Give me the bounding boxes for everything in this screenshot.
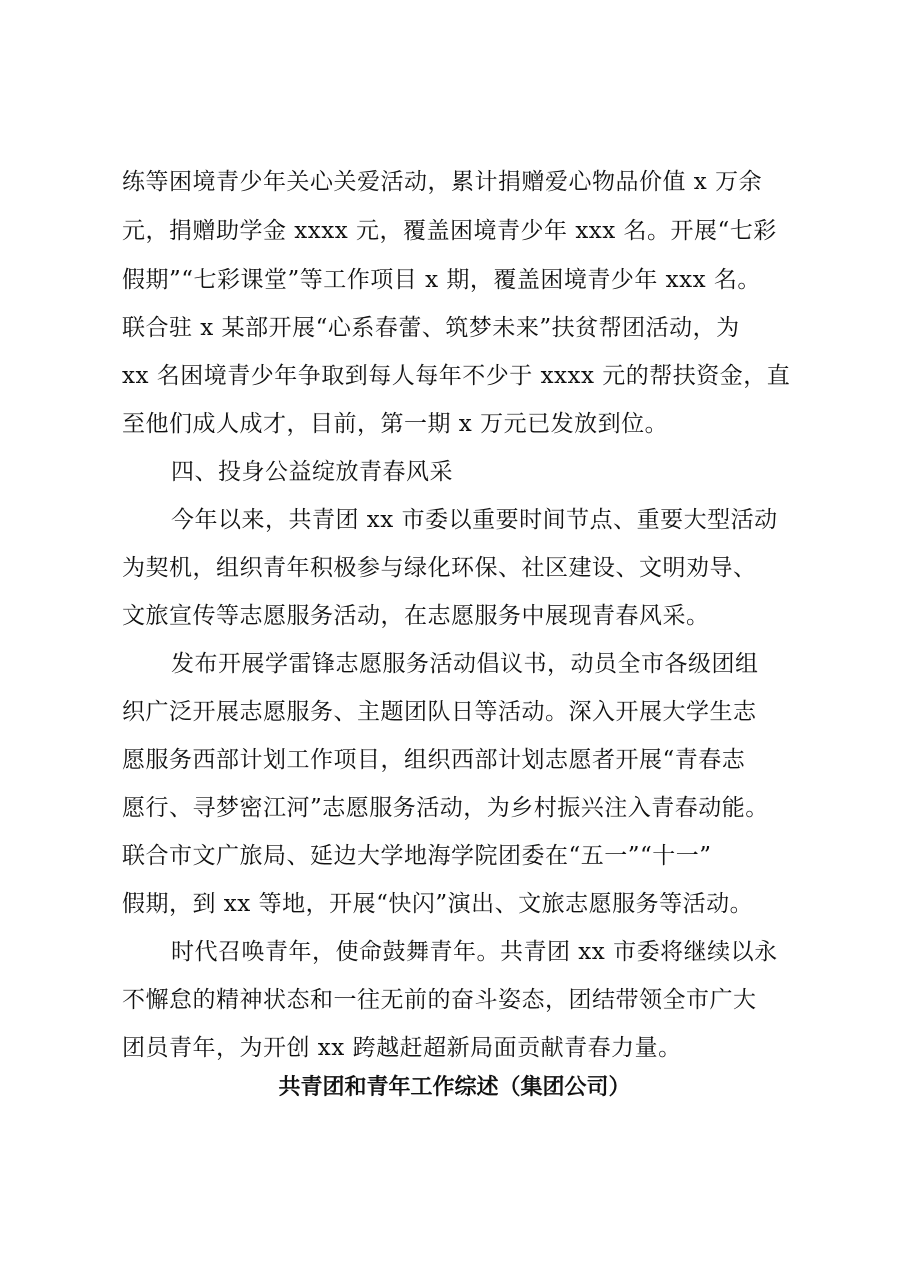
body-text-line: 为契机，组织青年积极参与绿化环保、社区建设、文明劝导、: [122, 555, 757, 581]
body-text-line: 愿服务西部计划工作项目，组织西部计划志愿者开展“青春志: [122, 747, 746, 773]
body-text-line: 不懈怠的精神状态和一往无前的奋斗姿态，团结带领全市广大: [122, 987, 757, 1013]
body-text-line: 发布开展学雷锋志愿服务活动倡议书，动员全市各级团组: [171, 651, 759, 677]
body-text-line: 织广泛开展志愿服务、主题团队日等活动。深入开展大学生志: [122, 699, 757, 725]
body-text-line: 愿行、寻梦密江河”志愿服务活动，为乡村振兴注入青春动能。: [122, 795, 769, 821]
body-text-line: 联合市文广旅局、延边大学地海学院团委在“五一”“十一”: [122, 843, 712, 869]
section-heading: 四、投身公益绽放青春风采: [171, 459, 453, 485]
body-text-line: 假期”“七彩课堂”等工作项目 x 期，覆盖困境青少年 xxx 名。: [122, 267, 761, 293]
body-text-line: 文旅宣传等志愿服务活动，在志愿服务中展现青春风采。: [122, 603, 710, 629]
body-text-line: 练等困境青少年关心关爱活动，累计捐赠爱心物品价值 x 万余: [122, 169, 763, 195]
body-text-line: 元，捐赠助学金 xxxx 元，覆盖困境青少年 xxx 名。开展“七彩: [122, 218, 777, 244]
body-text-line: 至他们成人成才，目前，第一期 x 万元已发放到位。: [122, 411, 669, 437]
body-text-line: 假期，到 xx 等地，开展“快闪”演出、文旅志愿服务等活动。: [122, 891, 754, 917]
body-text-line: 时代召唤青年，使命鼓舞青年。共青团 xx 市委将继续以永: [171, 939, 778, 965]
body-text-line: 团员青年，为开创 xx 跨越赶超新局面贡献青春力量。: [122, 1035, 682, 1061]
body-text-line: xx 名困境青少年争取到每人每年不少于 xxxx 元的帮扶资金，直: [122, 363, 791, 389]
body-text-line: 联合驻 x 某部开展“心系春蕾、筑梦未来”扶贫帮团活动，为: [122, 315, 740, 341]
body-text-line: 今年以来，共青团 xx 市委以重要时间节点、重要大型活动: [171, 507, 778, 533]
document-title: 共青团和青年工作综述（集团公司）: [278, 1075, 631, 1100]
